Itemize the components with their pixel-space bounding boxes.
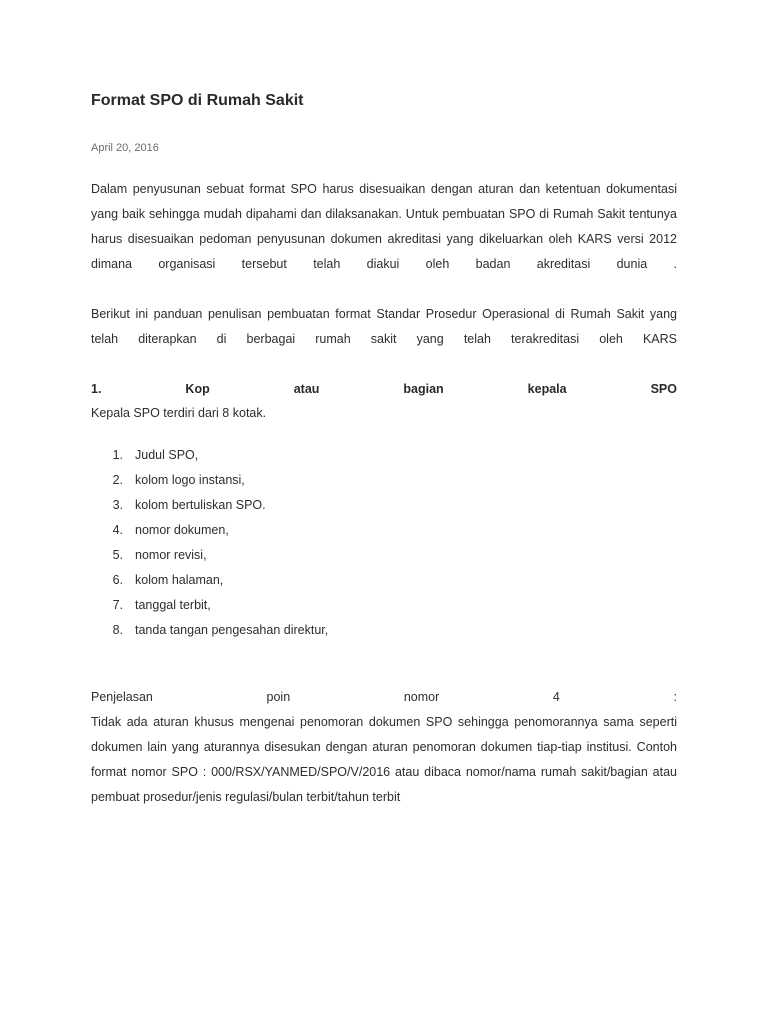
list-item-number: 6. (112, 573, 123, 587)
list-item-number: 5. (112, 548, 123, 562)
list-item-text: kolom bertuliskan SPO. (135, 498, 266, 512)
section-heading: 1. Kop atau bagian kepala SPO (91, 382, 677, 396)
list-item-text: kolom halaman, (135, 573, 224, 587)
list-item-number: 8. (112, 623, 123, 637)
list-item-text: kolom logo instansi, (135, 473, 245, 487)
list-item-number: 4. (112, 523, 123, 537)
list-item-text: tanda tangan pengesahan direktur, (135, 623, 329, 637)
list-item-text: nomor revisi, (135, 548, 207, 562)
explanation-heading: Penjelasan poin nomor 4 : (91, 690, 677, 704)
intro-paragraph: Dalam penyusunan sebuat format SPO harus disesuaikan dengan aturan dan ketentuan dokumentasi yang baik sehingga mudah dipahami dan dilaksanakan. Untuk pembuatan SPO di Rumah Sakit tentunya harus disesuaikan pedoman penyusunan dokumen akreditasi yang dikeluarkan oleh KARS versi 2012 dimana organisasi tersebut telah diakui oleh badan akreditasi dunia . (91, 182, 677, 271)
list-item-text: Judul SPO, (135, 448, 199, 462)
list-item-text: nomor dokumen, (135, 523, 229, 537)
article-title: Format SPO di Rumah Sakit (91, 92, 304, 109)
section-subtext: Kepala SPO terdiri dari 8 kotak. (91, 406, 267, 420)
list-item-number: 2. (112, 473, 123, 487)
article-date: April 20, 2016 (91, 142, 159, 154)
explanation-block (91, 685, 677, 810)
guide-paragraph: Berikut ini panduan penulisan pembuatan format Standar Prosedur Operasional di Rumah Sakit yang telah diterapkan di berbagai rumah sakit yang telah terakreditasi oleh KARS (91, 307, 677, 346)
list-item-number: 7. (112, 598, 123, 612)
list-item-text: tanggal terbit, (135, 598, 211, 612)
list-item-number: 1. (112, 448, 123, 462)
explanation-paragraph: Tidak ada aturan khusus mengenai penomoran dokumen SPO sehingga penomorannya sama seperti dokumen lain yang aturannya disesukan dengan aturan penomoran dokumen tiap-tiap institusi. Contoh format nomor SPO : 000/RSX/YANMED/SPO/V/2016 atau dibaca nomor/nama rumah sakit/bagian atau pembuat prosedur/jenis regulasi/bulan terbit/tahun terbit (91, 715, 677, 804)
list-item-number: 3. (112, 498, 123, 512)
